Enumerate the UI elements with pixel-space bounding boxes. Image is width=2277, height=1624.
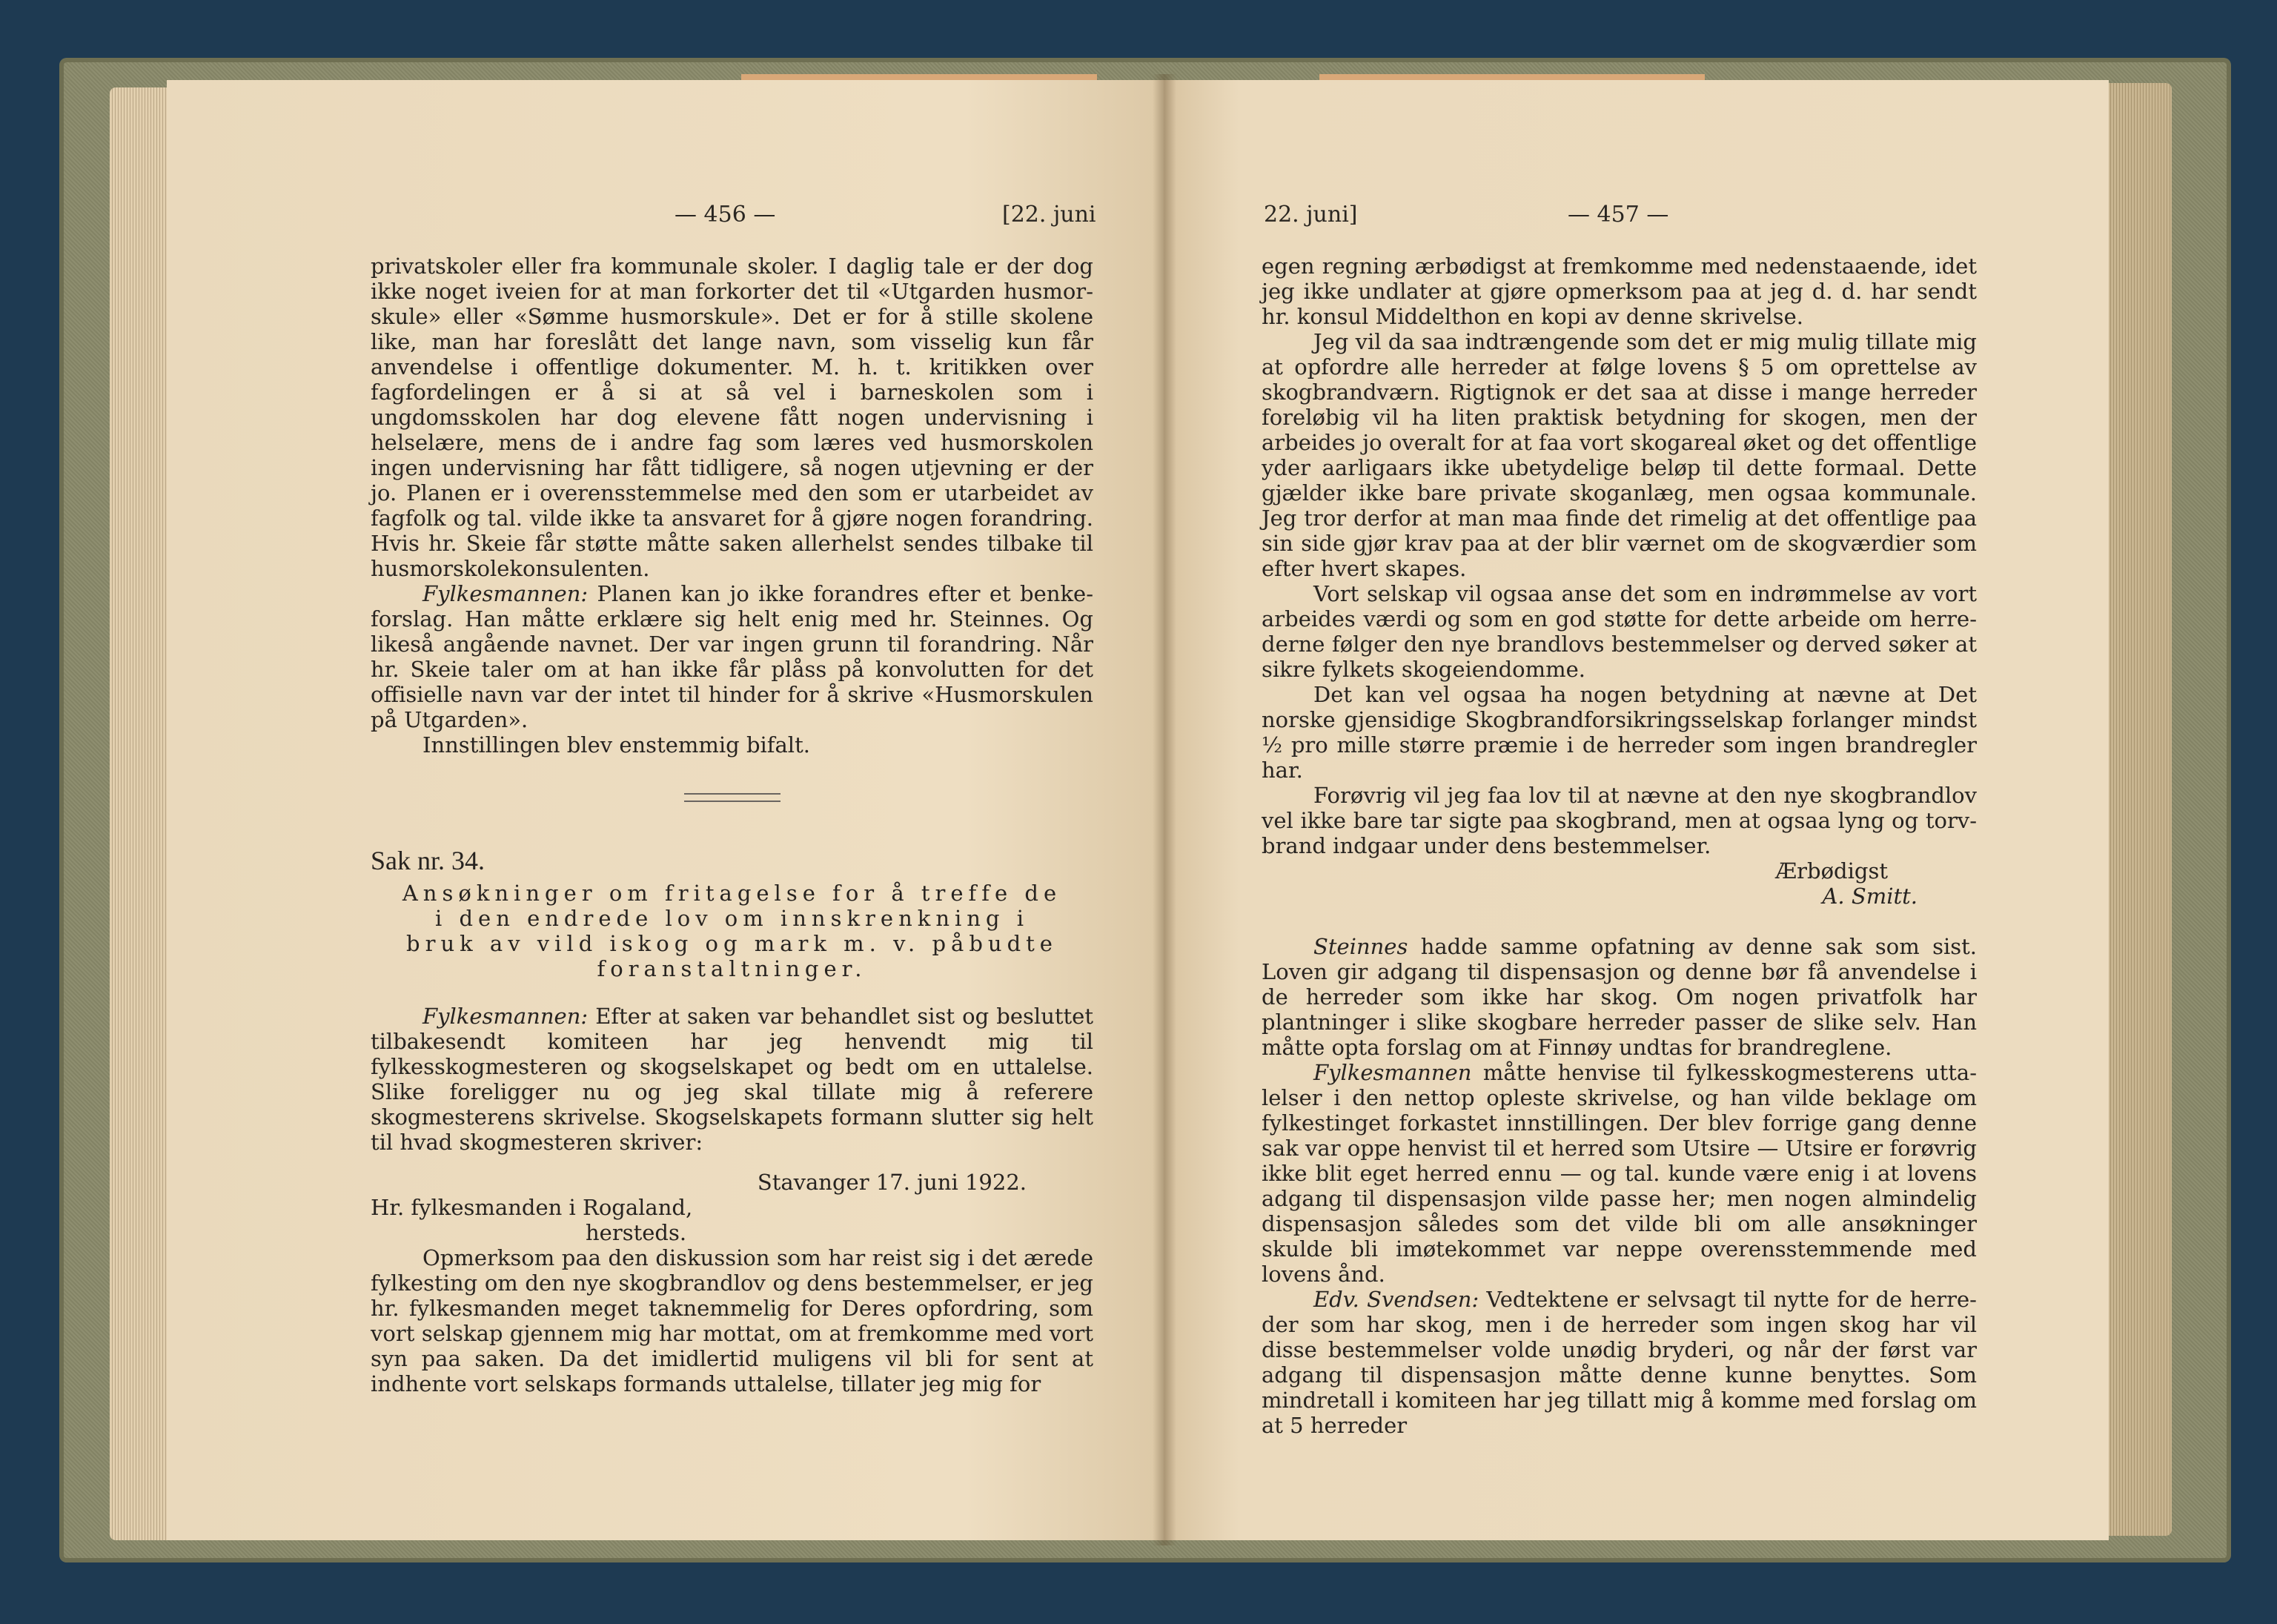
speaker-label: Edv. Svendsen: <box>1313 1287 1479 1312</box>
speaker-label: Fylkesmannen: <box>422 581 589 606</box>
letter-closing: Ærbødigst <box>1775 858 1888 884</box>
paragraph: egen regning ærbødigst at fremkomme med nedenstaaende, idet jeg ikke undlater at gjøre opmerksom paa at jeg d. d. har sendt hr. konsul Middelthon en kopi av denne skrivelse. <box>1262 253 1977 329</box>
left-page-number: — 456 — <box>675 202 776 228</box>
left-text-column <box>371 253 1093 1396</box>
paragraph <box>1262 1060 1977 1287</box>
paragraph: Vort selskap vil ogsaa anse det som en indrømmelse av vort arbeides værdi og som en god støtte for dette arbeide om herrederne følger den nye brandlovs bestemmelser og derved søker at sikre fylkets skogeiendomme. <box>1262 581 1977 682</box>
speaker-label: Fylkesmannen <box>1313 1060 1472 1085</box>
letter-signature: A. Smitt. <box>1822 884 1918 909</box>
page-edges-left <box>110 87 169 1540</box>
paragraph: privatskoler eller fra kommunale skoler. I daglig tale er der dog ikke noget iveien for at man forkorter det til «Utgarden husmorskule» eller «Sømme husmorskule». Det er for å stille skolene like, man har foreslått det lange navn, som visselig kun får anvendelse i offentlige dokumenter. M. h. t. kritikken over fagfordelingen er å si at så vel i barneskolen som i ungdomsskolen har dog elevene fått nogen undervisning i helselære, mens de i andre fag som læres ved husmorskolen ingen undervisning har fått tidligere, så nogen utjevning er der jo. Planen er i overensstemmelse med den som er utarbeidet av fagfolk og tal. vilde ikke ta ansvaret for å gjøre nogen forandring. Hvis hr. Skeie får støtte måtte saken allerhelst sendes tilbake til husmorskolekonsulenten. <box>371 253 1093 581</box>
right-page-number: — 457 — <box>1568 202 1669 228</box>
speech-text: hadde samme opfatning av denne sak som sist. Loven gir adgang til dispensasjon og denne bør få anvendelse i de herreder som ikke har skog. Om nogen privatfolk har plantninger i slike skogbare herreder passer de slike selv. Han måtte opta forslag om at Finnøy undtas for brandreglene. <box>1262 934 1977 1060</box>
paragraph: Innstillingen blev enstemmig bifalt. <box>422 732 810 758</box>
letter-addressee: Hr. fylkesmanden i Rogaland, <box>371 1195 693 1220</box>
speech-text: Vedtektene er selvsagt til nytte for de herreder som har skog, men i de herreder som ingen skog har vil disse bestemmelser volde unødig bryderi, og når der først var adgang til dispensasjon måtte denne kunne benyttes. Som mindretall i komiteen har jeg tillatt mig å komme med forslag om at 5 herreder <box>1262 1287 1977 1438</box>
speech-text: Planen kan jo ikke forandres efter et benkeforslag. Han måtte erklære sig helt enig med hr. Steinnes. Og likeså angående navnet. Der var ingen grunn til forandring. Når hr. Skeie taler om at han ikke får plåss på konvolutten for det offisielle navn var der intet til hinder for å skrive «Husmorskulen på Utgarden». <box>371 581 1093 732</box>
right-text-column <box>1262 253 1977 1438</box>
paragraph <box>1262 1287 1977 1438</box>
paragraph: Forøvrig vil jeg faa lov til at nævne at den nye skogbrandlov vel ikke bare tar sigte paa skogbrand, men at ogsaa lyng og torvbrand indgaar under dens bestemmelser. <box>1262 783 1977 858</box>
section-divider <box>684 793 780 802</box>
book-gutter <box>1153 74 1176 1545</box>
paragraph <box>1262 934 1977 1060</box>
paragraph: Opmerksom paa den diskussion som har reist sig i det ærede fylkesting om den nye skogbrandlov og dens bestemmelser, er jeg hr. fylkesmanden meget taknemmelig for Deres opfordring, som vort selskap gjennem mig har mottat, om at fremkomme med vort syn paa saken. Da det imidlertid muligens vil bli for sent at indhente vort selskaps formands uttalelse, tillater jeg mig for <box>371 1245 1093 1396</box>
left-date-header: [22. juni <box>1002 202 1096 228</box>
letter-place: hersteds. <box>586 1220 687 1245</box>
paragraph: Jeg vil da saa indtrængende som det er mig mulig tillate mig at opfordre alle herreder at følge lovens § 5 om oprettelse av skogbrandværn. Rigtignok er det saa at disse i mange herreder foreløbig vil ha liten praktisk betydning for skogen, men der arbeides jo overalt for at faa vort skogareal øket og det offentlige yder aarligaars ikke ubetydelige beløp til dette formaal. Dette gjælder ikke bare private skoganlæg, men ogsaa kommunale. Jeg tror derfor at man maa finde det rimelig at det offentlige paa sin side gjør krav paa at der blir værnet om de skogværdier som efter hvert skapes. <box>1262 329 1977 581</box>
letter-date: Stavanger 17. juni 1922. <box>757 1170 1027 1195</box>
paragraph: Det kan vel ogsaa ha nogen betydning at nævne at Det norske gjensidige Skogbrandforsikringsselskap forlanger mindst ½ pro mille større præmie i de herreder som ingen brandregler har. <box>1262 682 1977 783</box>
paragraph <box>371 581 1093 732</box>
paragraph <box>371 1004 1093 1155</box>
speaker-label: Steinnes <box>1313 934 1408 959</box>
speaker-label: Fylkesmannen: <box>422 1004 589 1029</box>
speech-text: Efter at saken var behandlet sist og besluttet tilbakesendt komiteen har jeg henvendt mig til fylkesskogmesteren og skogselskapet og bedt om en uttalelse. Slike foreligger nu og jeg skal tillate mig å referere skogmesterens skrivelse. Skogselskapets formann slutter sig helt til hvad skogmesteren skriver: <box>371 1004 1093 1155</box>
page-edges-right <box>2105 83 2172 1536</box>
case-subtitle: Ansøkninger om fritagelse for å treffe de i den endrede lov om innskrenkning i bruk av vild iskog og mark m. v. påbudte foranstaltninger. <box>402 881 1062 981</box>
right-date-header: 22. juni] <box>1264 202 1358 228</box>
case-title: Sak nr. 34. <box>371 846 485 875</box>
speech-text: måtte henvise til fylkesskogmesterens uttalelser i den nettop opleste skrivelse, og han vilde beklage om fylkestinget forkastet innstillingen. Der blev forrige gang denne sak var oppe henvist til et herred som Utsire — Utsire er forøvrig ikke blit eget herred ennu — og tal. kunde være enig i at lovens adgang til dispensasjon vilde passe her; men nogen almindelig dispensasjon således som det vilde bli om alle ansøkninger skulde bli imøtekommet var neppe overensstemmende med lovens ånd. <box>1262 1060 1977 1287</box>
